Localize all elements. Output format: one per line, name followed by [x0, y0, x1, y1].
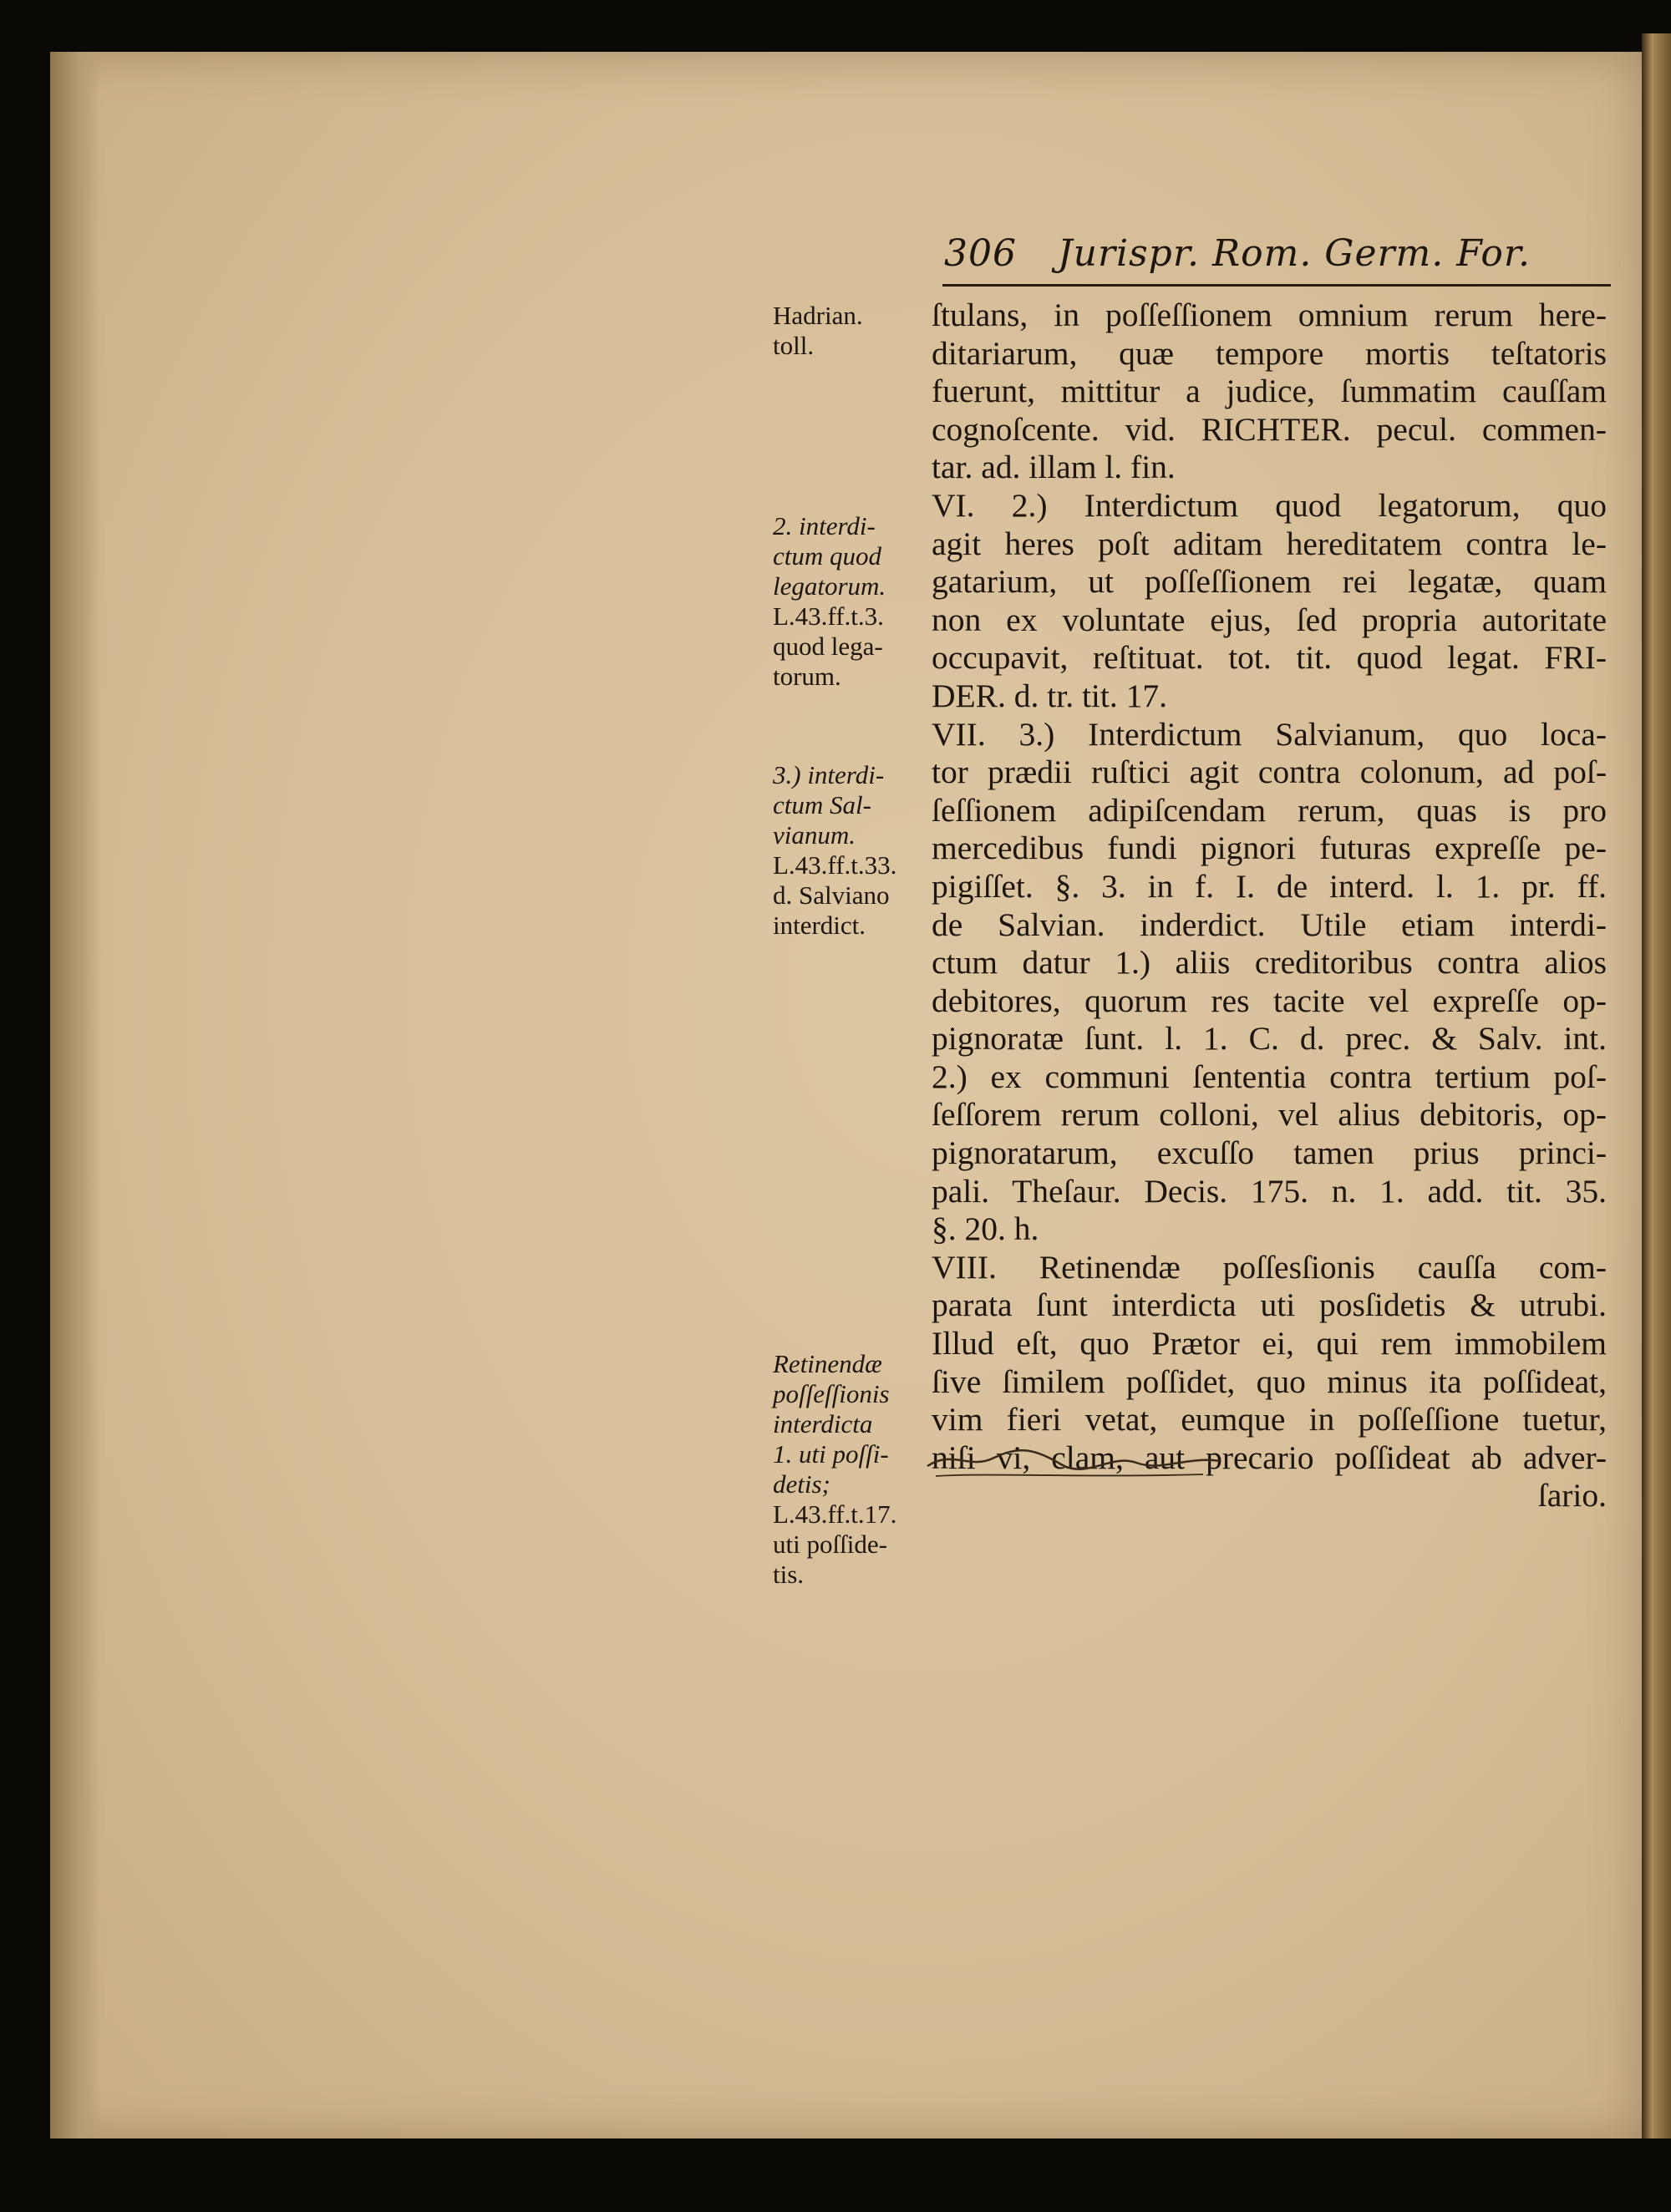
margin-note-hadrian — [773, 301, 932, 361]
margin-line: legatorum. — [773, 571, 886, 601]
header-rule — [942, 284, 1611, 287]
margin-line: torum. — [773, 662, 841, 691]
margin-line: interdict. — [773, 911, 866, 940]
text-line: ditariarum, quæ tempore mortis teſtatoris — [932, 334, 1607, 372]
handwritten-annotation — [919, 1433, 1237, 1483]
text-line: ſeſſorem rerum colloni, vel alius debitoris, op- — [932, 1096, 1607, 1134]
text-line: tor prædii ruſtici agit contra colonum, ad poſ- — [932, 753, 1607, 791]
text-line: 2.) ex communi ſententia contra tertium poſ- — [932, 1058, 1607, 1095]
text-line: ctum datur 1.) aliis creditoribus contra alios — [932, 944, 1607, 982]
margin-line: L.43.ff.t.33. — [773, 850, 897, 880]
text-line: §. 20. h. — [932, 1210, 1039, 1248]
text-line: niſi vi, clam, aut precario poſſideat ab adver- — [932, 1438, 1607, 1476]
margin-line: uti poſſide- — [773, 1530, 887, 1559]
text-line: pignoratæ ſunt. l. 1. C. d. prec. & Salv. int. — [932, 1020, 1607, 1058]
margin-line: Retinendæ — [773, 1349, 882, 1378]
text-line: agit heres poſt aditam hereditatem contra le- — [932, 525, 1607, 562]
margin-line: L.43.ff.t.3. — [773, 601, 884, 631]
running-title: Jurispr. Rom. Germ. For. — [1057, 232, 1531, 275]
text-line: ſeſſionem adipiſcendam rerum, quas is pro — [932, 791, 1607, 829]
margin-line: ctum quod — [773, 541, 882, 571]
text-line: debitores, quorum res tacite vel expreſſe op- — [932, 982, 1607, 1019]
text-line: vim fieri vetat, eumque in poſſeſſione tuetur, — [932, 1401, 1607, 1438]
margin-line: detis; — [773, 1469, 830, 1499]
text-line: ſive ſimilem poſſidet, quo minus ita poſſideat, — [932, 1362, 1607, 1400]
text-line: pigiſſet. §. 3. in f. I. de interd. l. 1. pr. ff. — [932, 867, 1607, 905]
text-line: parata ſunt interdicta uti posſidetis & utrubi. — [932, 1286, 1607, 1324]
page-edge — [1642, 33, 1671, 2205]
text-line: Illud eſt, quo Prætor ei, qui rem immobilem — [932, 1325, 1607, 1362]
margin-line: poſſeſſionis — [773, 1379, 890, 1408]
margin-line: 1. uti poſſi- — [773, 1439, 889, 1469]
text-line: VI. 2.) Interdictum quod legatorum, quo — [932, 486, 1607, 524]
margin-line: 2. interdi- — [773, 511, 876, 540]
margin-line: ctum Sal- — [773, 790, 871, 819]
text-line: gatarium, ut poſſeſſionem rei legatæ, quam — [932, 563, 1607, 601]
text-line: cognoſcente. vid. RICHTER. pecul. commen- — [932, 410, 1607, 448]
text-line: pali. Theſaur. Decis. 175. n. 1. add. tit. 35. — [932, 1172, 1607, 1210]
margin-note-uti-possidetis — [773, 1349, 932, 1590]
main-text-block — [932, 297, 1607, 1515]
margin-line: quod lega- — [773, 632, 883, 661]
margin-note-quod-legatorum — [773, 511, 932, 692]
margin-line: toll. — [773, 331, 815, 360]
text-line: VIII. Retinendæ poſſesſionis cauſſa com- — [932, 1248, 1607, 1286]
text-line: fuerunt, mittitur a judice, ſummatim cauſſam — [932, 373, 1607, 410]
text-line: ſario. — [1537, 1477, 1607, 1514]
text-line: mercedibus fundi pignori futuras expreſſe pe- — [932, 830, 1607, 867]
margin-line: d. Salviano — [773, 880, 890, 910]
text-line: non ex voluntate ejus, ſed propria autoritate — [932, 601, 1607, 638]
text-line: DER. d. tr. tit. 17. — [932, 677, 1167, 714]
margin-line: L.43.ff.t.17. — [773, 1499, 897, 1529]
text-line: occupavit, reſtituat. tot. tit. quod legat. FRI- — [932, 639, 1607, 677]
margin-line: Hadrian. — [773, 301, 863, 330]
margin-line: interdicta — [773, 1409, 873, 1438]
text-line: de Salvian. inderdict. Utile etiam interdi- — [932, 906, 1607, 943]
running-header — [944, 232, 1638, 282]
margin-line: 3.) interdi- — [773, 760, 885, 789]
page-number: 306 — [944, 232, 1017, 275]
margin-line: vianum. — [773, 820, 856, 850]
scan-background — [50, 2138, 1671, 2212]
text-line: ſtulans, in poſſeſſionem omnium rerum here- — [932, 297, 1607, 333]
text-line: VII. 3.) Interdictum Salvianum, quo loca- — [932, 715, 1607, 753]
text-line: pignoratarum, excuſſo tamen prius princi- — [932, 1134, 1607, 1172]
page-gutter-shadow — [50, 52, 100, 2140]
margin-note-salvianum — [773, 760, 932, 941]
text-line: tar. ad. illam l. fin. — [932, 449, 1176, 486]
margin-line: tis. — [773, 1560, 805, 1589]
